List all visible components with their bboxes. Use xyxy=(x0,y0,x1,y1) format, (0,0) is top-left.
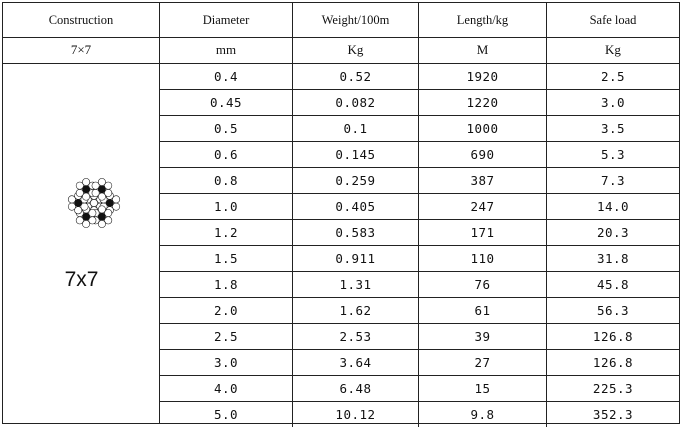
cell-safe-load: 2.5 xyxy=(600,68,626,84)
header-row xyxy=(3,3,679,38)
cell-length: 76 xyxy=(419,271,547,297)
table-row xyxy=(160,141,679,168)
outer-strand-outer-wire xyxy=(105,217,112,224)
cell-length: 61 xyxy=(419,297,547,323)
cell-safe-load: 5.3 xyxy=(600,146,626,162)
table-row xyxy=(160,401,679,427)
cell-safe-load: 45.8 xyxy=(596,276,630,292)
cell-diameter: 0.45 xyxy=(160,89,293,115)
cell-weight: 0.405 xyxy=(293,193,419,219)
table-row xyxy=(160,219,679,246)
cell-length: 110 xyxy=(419,245,547,271)
header-construction: Construction xyxy=(3,3,160,37)
table-row xyxy=(160,89,679,116)
cell-length: 9.8 xyxy=(419,401,547,427)
cell-safe-load: 31.8 xyxy=(596,250,630,266)
header-diameter: Diameter xyxy=(160,3,293,37)
outer-strand-outer-wire xyxy=(98,206,105,213)
rope-cross-section-icon xyxy=(39,148,149,258)
table-row xyxy=(160,297,679,324)
cell-safe-load: 225.3 xyxy=(592,380,634,396)
header-weight: Weight/100m xyxy=(293,3,419,37)
unit-construction: 7×7 xyxy=(3,37,160,63)
unit-diameter: mm xyxy=(160,37,293,63)
construction-cell xyxy=(3,63,160,423)
table-body xyxy=(3,63,679,423)
unit-safe-load: Kg xyxy=(605,42,621,57)
cell-length: 1920 xyxy=(419,63,547,89)
cell-diameter: 1.2 xyxy=(160,219,293,245)
outer-strand-outer-wire xyxy=(105,182,112,189)
table-row xyxy=(160,245,679,272)
cell-diameter: 0.5 xyxy=(160,115,293,141)
cell-diameter: 1.0 xyxy=(160,193,293,219)
cell-weight: 1.62 xyxy=(293,297,419,323)
cell-diameter: 1.8 xyxy=(160,271,293,297)
cell-weight: 0.082 xyxy=(293,89,419,115)
table-row xyxy=(160,63,679,90)
cell-length: 27 xyxy=(419,349,547,375)
header-safe-load: Safe load xyxy=(589,12,637,27)
table-row xyxy=(160,167,679,194)
cell-length: 1000 xyxy=(419,115,547,141)
cell-weight: 0.1 xyxy=(293,115,419,141)
cell-diameter: 2.0 xyxy=(160,297,293,323)
cell-weight: 0.259 xyxy=(293,167,419,193)
cell-diameter: 2.5 xyxy=(160,323,293,349)
cell-weight: 0.145 xyxy=(293,141,419,167)
outer-strand-outer-wire xyxy=(92,189,99,196)
outer-strand-outer-wire xyxy=(76,189,83,196)
data-rows xyxy=(160,63,679,423)
outer-strand-outer-wire xyxy=(105,209,112,216)
cell-weight: 1.31 xyxy=(293,271,419,297)
cell-length: 15 xyxy=(419,375,547,401)
cell-weight: 0.52 xyxy=(293,63,419,89)
cell-length: 39 xyxy=(419,323,547,349)
cell-safe-load: 3.0 xyxy=(600,94,626,110)
cell-diameter: 5.0 xyxy=(160,401,293,427)
cell-safe-load: 20.3 xyxy=(596,224,630,240)
table-row xyxy=(160,115,679,142)
cell-diameter: 0.8 xyxy=(160,167,293,193)
cell-weight: 2.53 xyxy=(293,323,419,349)
cell-safe-load: 126.8 xyxy=(592,354,634,370)
outer-strand-outer-wire xyxy=(89,209,96,216)
table-row xyxy=(160,193,679,220)
spec-table xyxy=(2,2,680,424)
cell-length: 690 xyxy=(419,141,547,167)
cell-weight: 3.64 xyxy=(293,349,419,375)
outer-strand-outer-wire xyxy=(98,178,105,185)
cell-safe-load: 352.3 xyxy=(592,406,634,422)
cell-safe-load: 126.8 xyxy=(592,328,634,344)
outer-strand-outer-wire xyxy=(82,220,89,227)
table-row xyxy=(160,375,679,402)
cell-length: 387 xyxy=(419,167,547,193)
cell-weight: 6.48 xyxy=(293,375,419,401)
cell-weight: 0.911 xyxy=(293,245,419,271)
outer-strand-outer-wire xyxy=(112,196,119,203)
cell-length: 247 xyxy=(419,193,547,219)
cell-length: 171 xyxy=(419,219,547,245)
unit-length: M xyxy=(419,37,547,63)
table-row xyxy=(160,323,679,350)
cell-safe-load: 3.5 xyxy=(600,120,626,136)
outer-strand-outer-wire xyxy=(105,189,112,196)
outer-strand-outer-wire xyxy=(76,182,83,189)
outer-strand-outer-wire xyxy=(76,217,83,224)
header-length: Length/kg xyxy=(419,3,547,37)
cell-weight: 10.12 xyxy=(293,401,419,427)
table-row xyxy=(160,349,679,376)
cell-diameter: 0.6 xyxy=(160,141,293,167)
cell-diameter: 0.4 xyxy=(160,63,293,89)
cell-safe-load: 56.3 xyxy=(596,302,630,318)
cell-safe-load: 7.3 xyxy=(600,172,626,188)
unit-row xyxy=(3,37,679,64)
outer-strand-outer-wire xyxy=(68,203,75,210)
cell-diameter: 3.0 xyxy=(160,349,293,375)
table-row xyxy=(160,271,679,298)
outer-strand-outer-wire xyxy=(82,193,89,200)
cell-weight: 0.583 xyxy=(293,219,419,245)
unit-weight: Kg xyxy=(293,37,419,63)
cell-diameter: 4.0 xyxy=(160,375,293,401)
cell-diameter: 1.5 xyxy=(160,245,293,271)
construction-label: 7x7 xyxy=(64,268,99,291)
cell-safe-load: 14.0 xyxy=(596,198,630,214)
cell-length: 1220 xyxy=(419,89,547,115)
